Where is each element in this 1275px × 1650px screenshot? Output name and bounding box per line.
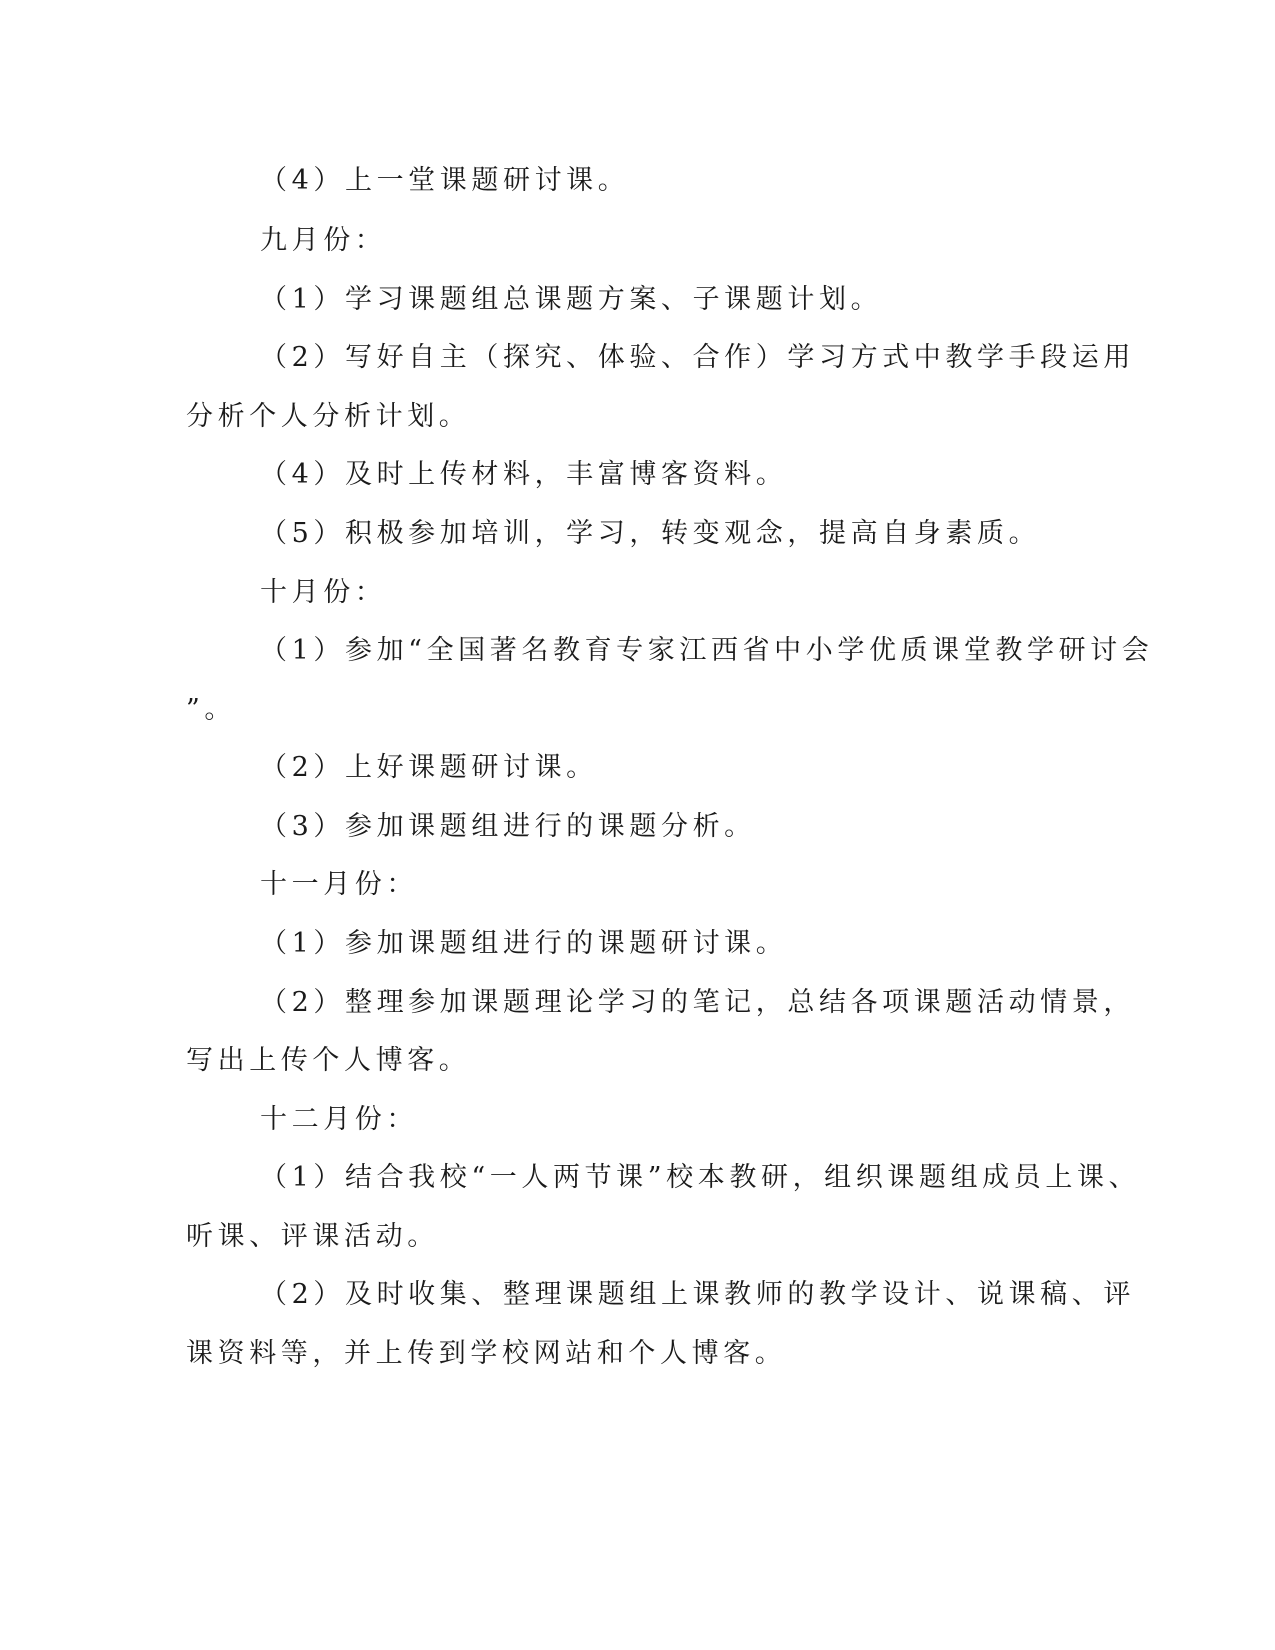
paragraph-line: （4）及时上传材料，丰富博客资料。 <box>260 459 788 490</box>
paragraph-line: （1）学习课题组总课题方案、子课题计划。 <box>260 284 883 315</box>
paragraph-line-continued: 分析个人分析计划。 <box>186 401 471 432</box>
paragraph-line: （5）积极参加培训，学习，转变观念，提高自身素质。 <box>260 518 1041 549</box>
paragraph-line: （3）参加课题组进行的课题分析。 <box>260 811 756 842</box>
paragraph-line-continued: 写出上传个人博客。 <box>186 1045 471 1076</box>
paragraph-line: （2）写好自主（探究、体验、合作）学习方式中教学手段运用 <box>260 342 1135 373</box>
paragraph-line-continued: ”。 <box>186 694 237 725</box>
paragraph-line-continued: 听课、评课活动。 <box>186 1221 439 1252</box>
paragraph-line: （1）结合我校“一人两节课”校本教研，组织课题组成员上课、 <box>260 1162 1141 1193</box>
month-heading: 十二月份： <box>260 1104 418 1135</box>
paragraph-line: （2）及时收集、整理课题组上课教师的教学设计、说课稿、评 <box>260 1279 1135 1310</box>
month-heading: 九月份： <box>260 225 387 256</box>
paragraph-line: （2）整理参加课题理论学习的笔记，总结各项课题活动情景， <box>260 987 1135 1018</box>
paragraph-line: （4）上一堂课题研讨课。 <box>260 165 630 196</box>
paragraph-line-continued: 课资料等，并上传到学校网站和个人博客。 <box>186 1338 787 1369</box>
paragraph-line: （1）参加“全国著名教育专家江西省中小学优质课堂教学研讨会 <box>260 635 1154 666</box>
paragraph-line: （1）参加课题组进行的课题研讨课。 <box>260 928 788 959</box>
paragraph-line: （2）上好课题研讨课。 <box>260 752 598 783</box>
month-heading: 十一月份： <box>260 869 418 900</box>
month-heading: 十月份： <box>260 577 387 608</box>
